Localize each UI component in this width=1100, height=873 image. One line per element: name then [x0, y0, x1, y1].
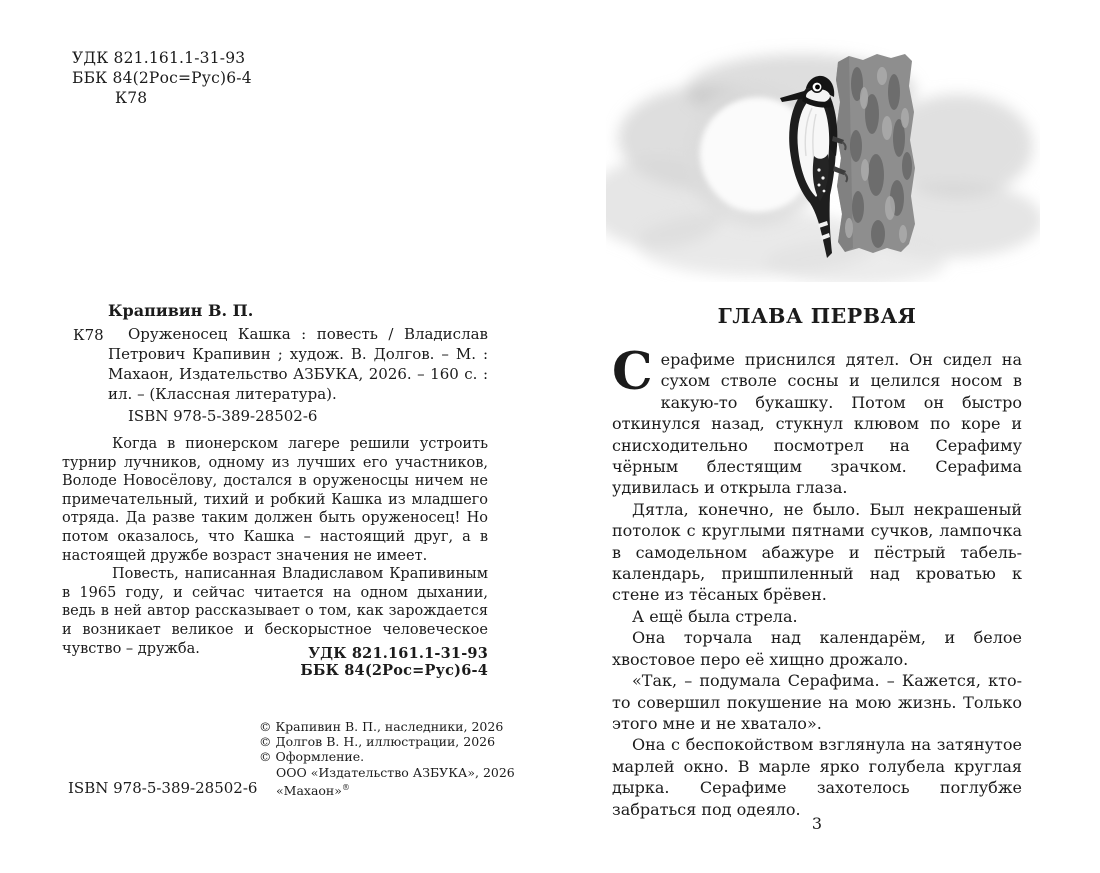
body-paragraph: «Так, – подумала Серафима. – Кажется, кто-то совершил покушение на мою жизнь. Только этого мне и не хватало». — [612, 671, 1022, 733]
udk-line: УДК 821.161.1-31-93 — [308, 645, 488, 662]
copyright-line: © Долгов В. Н., иллюстрации, 2026 — [259, 734, 496, 750]
paragraph-text: ерафиме приснился дятел. Он сидел на сухом стволе сосны и целился носом в какую-то букашку. Потом он быстро откинулся назад, стукнул клювом по коре и снисходительно посмотрел на Серафиму чёрным блестящим зрачком. Серафима удивилась и открыла глаза. — [612, 350, 1022, 498]
isbn-line: ISBN 978-5-389-28502-6 — [128, 407, 318, 425]
woodpecker-illustration-svg — [606, 38, 1040, 282]
copyright-line-trademark — [259, 780, 515, 798]
drop-cap: С — [612, 342, 653, 402]
bbk-line: ББК 84(2Рос=Рус)6-4 — [72, 69, 252, 87]
body-paragraph — [612, 342, 1022, 499]
body-paragraph: Дятла, конечно, не было. Был некрашеный потолок с круглыми пятнами сучков, лампочка в самодельном абажуре и пёстрый табель-календарь, пришпиленный над кроватью к стене из тёсаных брёвен. — [612, 499, 1022, 605]
udk-bbk-bottom-block — [62, 645, 488, 679]
tree-trunk — [836, 54, 915, 253]
isbn-footer: ISBN 978-5-389-28502-6 — [68, 779, 258, 797]
body-paragraph: Она торчала над календарём, и белое хвостовое перо её хищно дрожало. — [612, 628, 1022, 669]
bibliographic-record: Оруженосец Кашка : повесть / Владислав Петрович Крапивин ; худож. В. Долгов. – М. : Махаон, Издательство АЗБУКА, 2026. – 160 с. : ил. – (Классная литература). — [108, 325, 488, 403]
chapter-title: ГЛАВА ПЕРВАЯ — [717, 304, 917, 328]
copyright-block — [259, 719, 515, 798]
page-number: 3 — [811, 814, 823, 833]
registered-trademark-mark: ® — [341, 782, 350, 792]
udk-line: УДК 821.161.1-31-93 — [72, 49, 246, 67]
copyright-line: © Крапивин В. П., наследники, 2026 — [259, 719, 504, 734]
bbk-line: ББК 84(2Рос=Рус)6-4 — [300, 662, 488, 679]
copyright-line: ООО «Издательство АЗБУКА», 2026 — [276, 764, 515, 780]
catalog-code-line: К78 — [115, 89, 148, 107]
catalog-code: К78 — [73, 326, 104, 344]
annotation-paragraph: Повесть, написанная Владиславом Крапивиным в 1965 году, и сейчас читается на одном дыхании, ведь в ней автор рассказывает о том, как зарождается и возникает великое и бескорыстное человеческое чувство – дружба. — [62, 566, 488, 657]
copyright-line: © Оформление. — [259, 749, 365, 765]
body-paragraph: А ещё была стрела. — [632, 606, 798, 626]
annotation-block — [62, 435, 488, 658]
chapter-body — [612, 342, 1022, 820]
annotation-paragraph: Когда в пионерском лагере решили устроить турнир лучников, одному из лучших его участников, Володе Новосёлову, достался в оруженосцы ничем не примечательный, тихий и робкий Кашка из младшего отряда. Да разве таким должен быть оруженосец! Но потом оказалось, что Кашка – настоящий друг, а в настоящей дружбе возраст значения не имеет. — [62, 436, 488, 564]
body-paragraph: Она с беспокойством взглянула на затянутое марлей окно. В марле ярко голубела круглая дырка. Серафиме захотелось поглубже забраться под одеяло. — [612, 735, 1022, 819]
woodpecker-illustration — [606, 38, 1040, 282]
udk-bbk-top-block — [72, 48, 252, 108]
bibliographic-author: Крапивин В. П. — [108, 301, 254, 320]
publisher-name: «Махаон» — [276, 782, 342, 798]
bibliographic-entry — [73, 324, 488, 404]
